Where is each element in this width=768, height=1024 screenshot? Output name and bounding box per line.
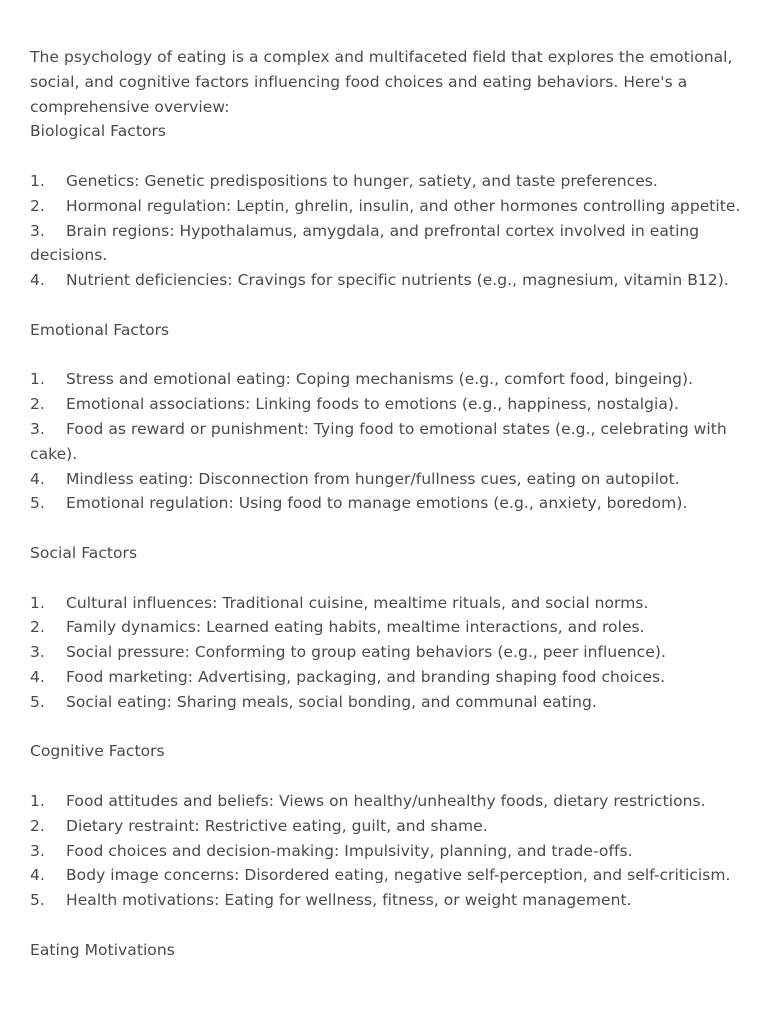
section-heading-eating-motivations: Eating Motivations [30, 940, 175, 959]
list-text: Food attitudes and beliefs: Views on healthy/unhealthy foods, dietary restrictions. [66, 791, 706, 810]
spacer [30, 516, 745, 541]
list-text: Health motivations: Eating for wellness, fitness, or weight management. [66, 891, 632, 910]
list-item [30, 417, 745, 467]
list-item [30, 789, 745, 814]
list-text: Brain regions: Hypothalamus, amygdala, and prefrontal cortex involved in eating decisions. [30, 221, 700, 265]
list-number: 5. [30, 891, 45, 910]
list-number: 1. [30, 593, 45, 612]
list-number: 4. [30, 469, 45, 488]
spacer [30, 293, 745, 318]
list-social [30, 591, 745, 715]
list-number: 3. [30, 841, 45, 860]
spacer [30, 566, 745, 591]
list-item [30, 591, 745, 616]
list-biological [30, 169, 745, 293]
list-item [30, 268, 745, 293]
list-text: Nutrient deficiencies: Cravings for specific nutrients (e.g., magnesium, vitamin B12). [66, 271, 729, 290]
list-item [30, 863, 745, 888]
list-item [30, 392, 745, 417]
list-item [30, 194, 745, 219]
list-text: Emotional regulation: Using food to manage emotions (e.g., anxiety, boredom). [66, 494, 688, 513]
list-text: Social pressure: Conforming to group eating behaviors (e.g., peer influence). [66, 643, 666, 662]
list-text: Food marketing: Advertising, packaging, and branding shaping food choices. [66, 667, 666, 686]
list-number: 2. [30, 395, 45, 414]
list-number: 4. [30, 271, 45, 290]
list-item [30, 640, 745, 665]
list-number: 5. [30, 494, 45, 513]
spacer [30, 343, 745, 368]
list-number: 3. [30, 643, 45, 662]
list-text: Social eating: Sharing meals, social bonding, and communal eating. [66, 692, 597, 711]
section-heading-biological: Biological Factors [30, 122, 167, 141]
list-item [30, 169, 745, 194]
spacer [30, 913, 745, 938]
list-emotional [30, 367, 745, 516]
list-text: Dietary restraint: Restrictive eating, guilt, and shame. [66, 816, 488, 835]
list-item [30, 690, 745, 715]
list-cognitive [30, 789, 745, 913]
list-number: 4. [30, 667, 45, 686]
list-item [30, 665, 745, 690]
list-number: 5. [30, 692, 45, 711]
section-heading-cognitive: Cognitive Factors [30, 742, 165, 761]
list-item [30, 615, 745, 640]
list-number: 3. [30, 221, 45, 240]
list-number: 1. [30, 171, 45, 190]
list-number: 1. [30, 791, 45, 810]
spacer [30, 715, 745, 740]
list-text: Emotional associations: Linking foods to emotions (e.g., happiness, nostalgia). [66, 395, 680, 414]
list-item [30, 814, 745, 839]
document-body [30, 45, 745, 962]
list-item [30, 467, 745, 492]
list-number: 2. [30, 196, 45, 215]
list-number: 4. [30, 866, 45, 885]
list-text: Stress and emotional eating: Coping mechanisms (e.g., comfort food, bingeing). [66, 370, 694, 389]
list-number: 3. [30, 419, 45, 438]
intro-paragraph: The psychology of eating is a complex and multifaceted field that explores the emotional, social, and cognitive factors influencing food choices and eating behaviors. Here's a comprehensive overview: [30, 48, 733, 116]
list-text: Mindless eating: Disconnection from hunger/fullness cues, eating on autopilot. [66, 469, 680, 488]
section-heading-emotional: Emotional Factors [30, 320, 170, 339]
list-number: 2. [30, 618, 45, 637]
list-text: Hormonal regulation: Leptin, ghrelin, insulin, and other hormones controlling appetite. [66, 196, 741, 215]
list-text: Cultural influences: Traditional cuisine, mealtime rituals, and social norms. [66, 593, 649, 612]
list-text: Genetics: Genetic predispositions to hunger, satiety, and taste preferences. [66, 171, 658, 190]
list-item [30, 888, 745, 913]
list-item [30, 367, 745, 392]
list-item [30, 219, 745, 269]
list-number: 1. [30, 370, 45, 389]
spacer [30, 144, 745, 169]
list-item [30, 839, 745, 864]
list-number: 2. [30, 816, 45, 835]
list-text: Family dynamics: Learned eating habits, mealtime interactions, and roles. [66, 618, 645, 637]
section-heading-social: Social Factors [30, 543, 138, 562]
list-item [30, 491, 745, 516]
list-text: Food choices and decision-making: Impulsivity, planning, and trade-offs. [66, 841, 633, 860]
spacer [30, 764, 745, 789]
list-text: Body image concerns: Disordered eating, negative self-perception, and self-criticism. [66, 866, 731, 885]
list-text: Food as reward or punishment: Tying food to emotional states (e.g., celebrating with cake). [30, 419, 727, 463]
